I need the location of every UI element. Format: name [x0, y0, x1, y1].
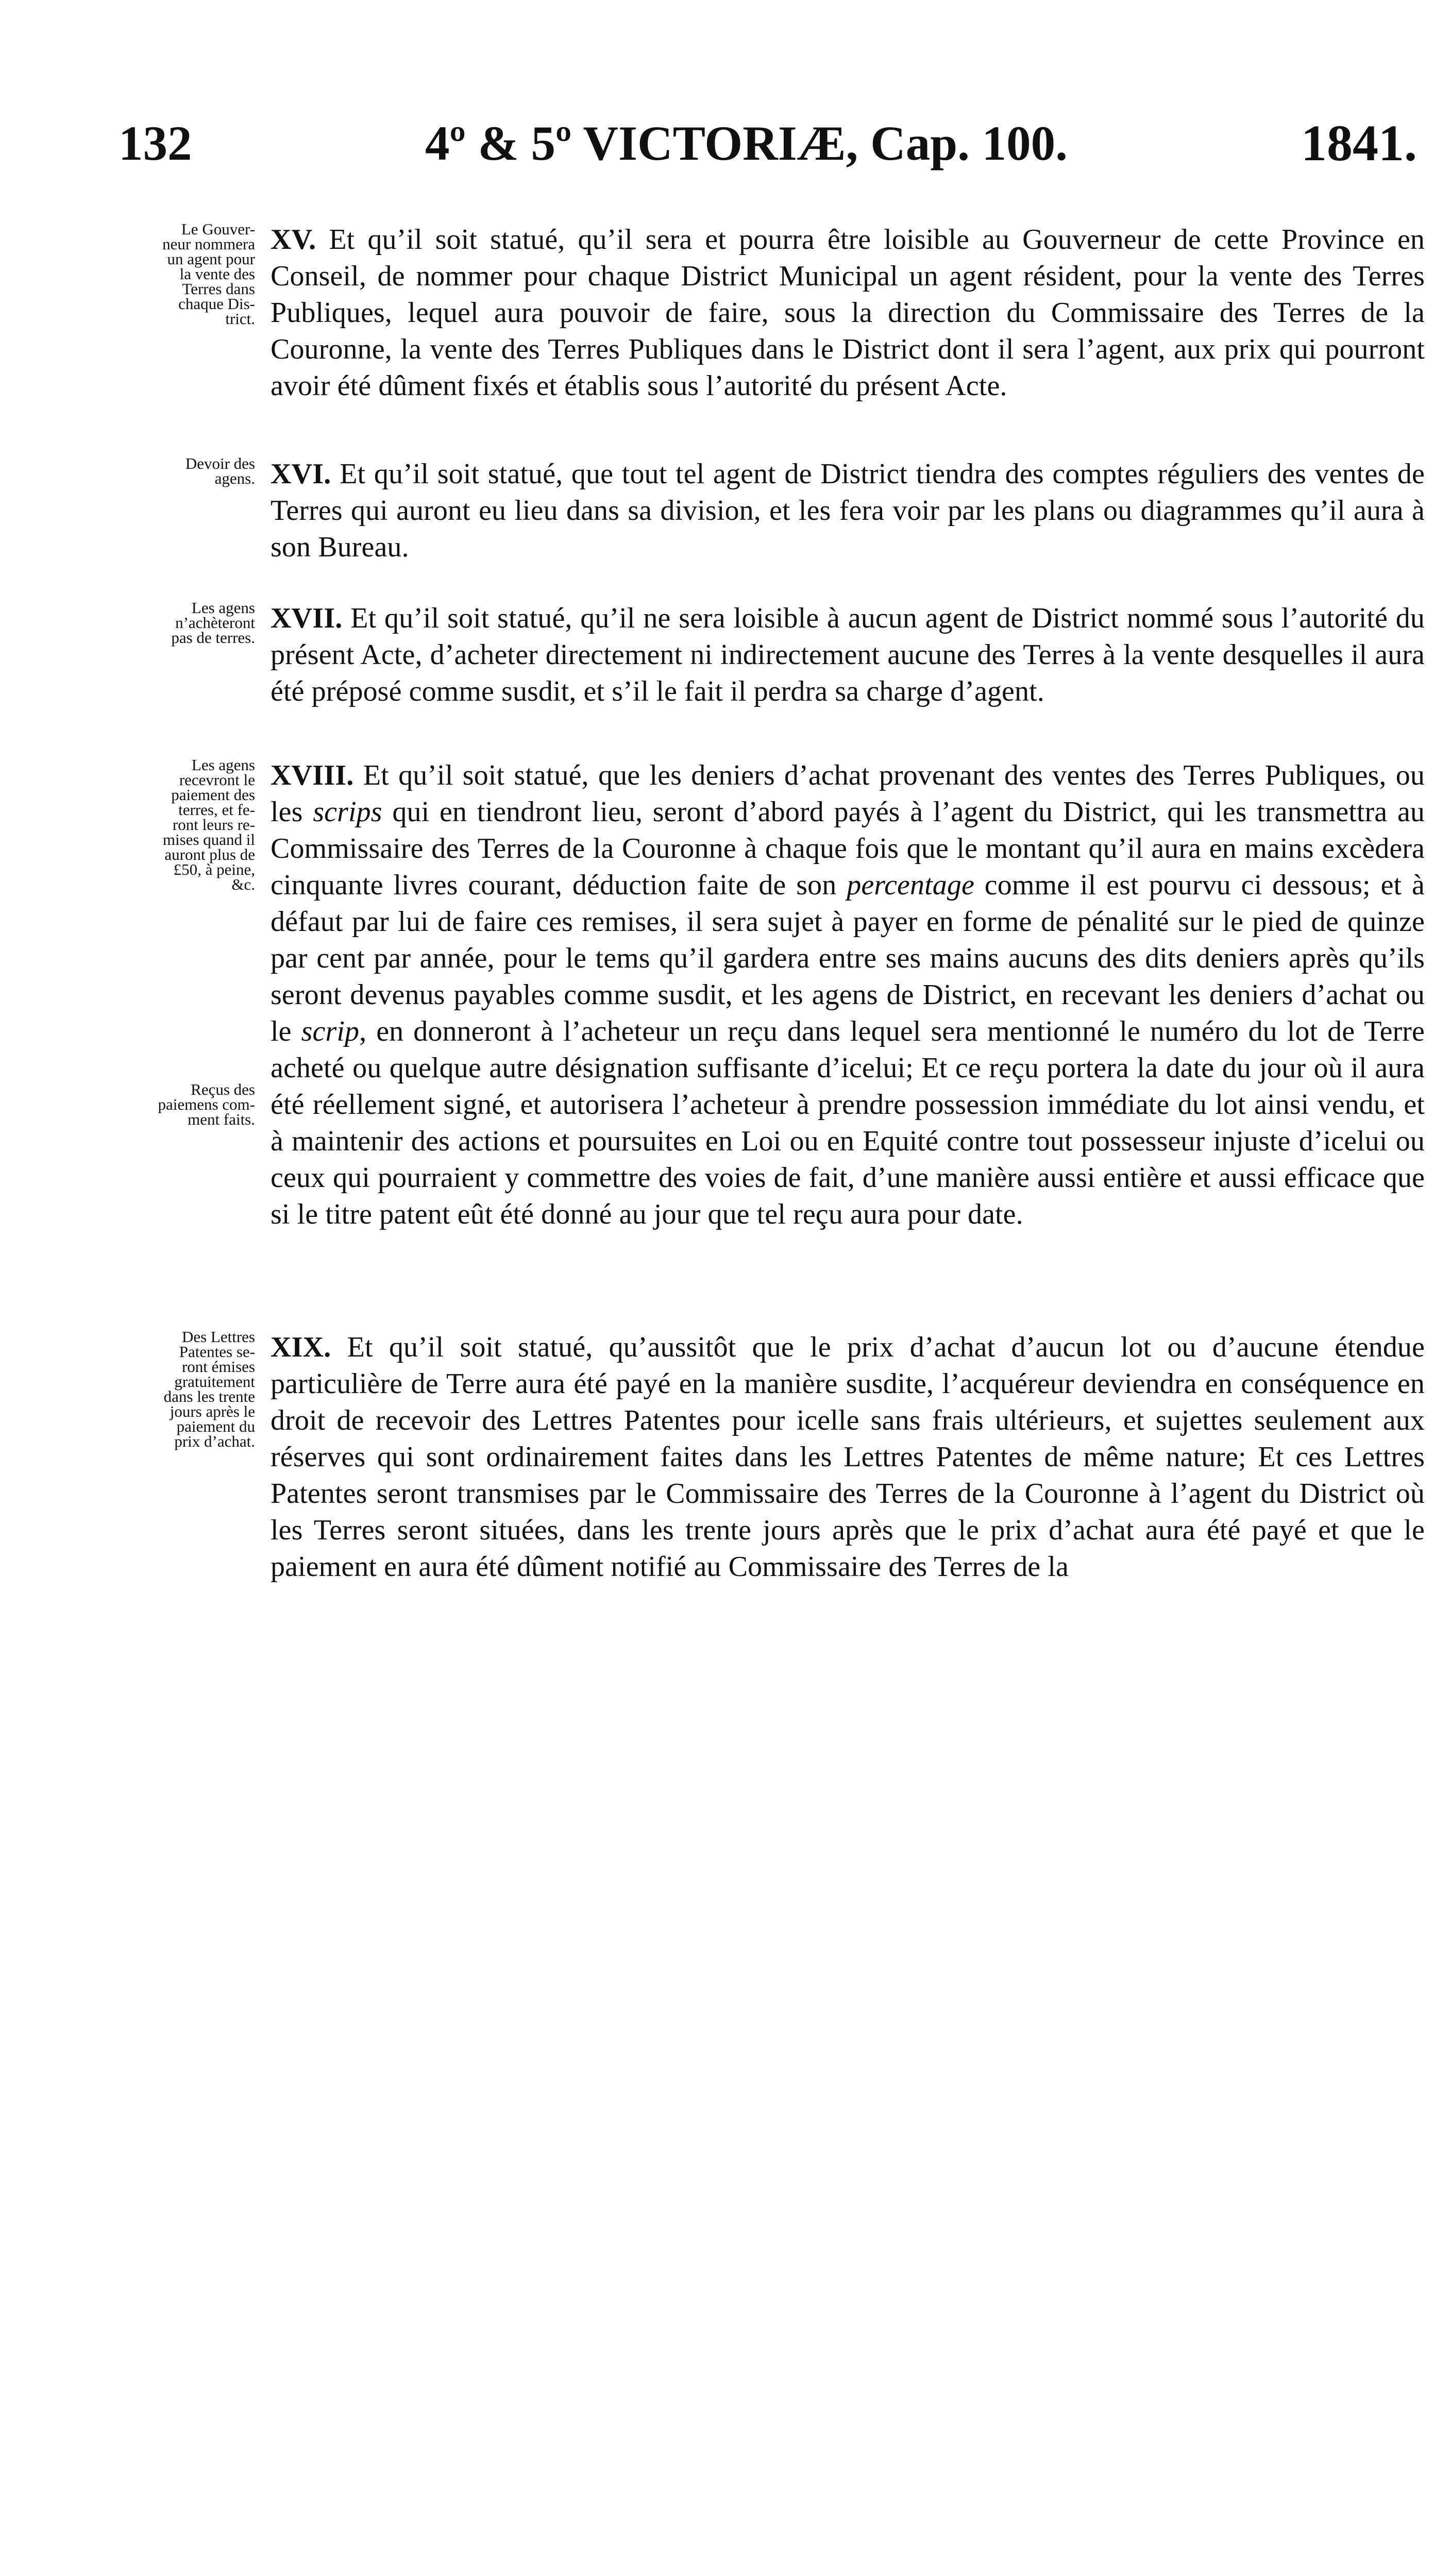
section-body-xviii-part-3: comme il est pourvu ci dessous; et à défaut par lui de faire ces remises, il sera sujet à payer en forme de pénalité sur le pied de quinze par cent par année, pour le tems qu’il gardera entre ses mains aucuns des dits deniers après qu’ils seront devenus payables comme susdit, et les agens de District, en recevant les deniers d’achat ou le [271, 869, 1425, 1047]
page-number: 132 [119, 116, 192, 171]
section-label-xvi: XVI. [271, 458, 331, 490]
section-body-xviii-part-4: , en donneront à l’acheteur un reçu dans lequel sera mentionné le numéro du lot de Terre acheté ou quelque autre désignation suffisante d’icelui; Et ce reçu portera la date du jour où il aura été réellement signé, et autorisera l’acheteur à prendre possession immédiate du lot ainsi vendu, et à maintenir des actions et poursuites en Loi ou en Equité contre tout possesseur injuste d’icelui ou ceux qui pourraient y commettre des voies de fait, d’une manière aussi entière et aussi efficace que si le titre patent eût été donné au jour que tel reçu aura pour date. [271, 1015, 1425, 1230]
statute-title: 4º & 5º VICTORIÆ, Cap. 100. [425, 116, 1068, 171]
page-header [119, 112, 1417, 190]
italic-scrip: scrip [301, 1015, 360, 1047]
section-label-xviii: XVIII. [271, 759, 354, 791]
section-body-xix: Et qu’il soit statué, qu’aussitôt que le prix d’achat d’aucun lot ou d’aucune étendue particulière de Terre aura été payé en la manière susdite, l’acquéreur deviendra en conséquence en droit de recevoir des Lettres Patentes pour icelle sans frais ultérieurs, et sujettes seulement aux réserves qui sont ordinairement faites dans les Lettres Patentes de même nature; Et ces Lettres Patentes seront transmises par le Commissaire des Terres de la Couronne à l’agent du District où les Terres seront situées, dans les trente jours après que le prix d’achat aura été payé et que le paiement en aura été dûment notifié au Commissaire des Terres de la [271, 1331, 1425, 1583]
margin-note-xv: Le Gouver- neur nommera un agent pour la vente des Terres dans chaque Dis- trict. [162, 220, 255, 328]
year: 1841. [1301, 114, 1417, 172]
section-text-xviii [271, 757, 1425, 1233]
section-body-xviii-part-2: qui en tiendront lieu, seront d’abord payés à l’agent du District, qui les transmettra au Commissaire des Terres de la Couronne à chaque fois que le montant qu’il aura en mains excèdera cinquante livres courant, déduction faite de son [271, 796, 1425, 901]
section-text-xvi [271, 456, 1425, 566]
section-text-xv [271, 222, 1425, 404]
italic-scrips: scrips [313, 796, 382, 828]
section-body-xvii: Et qu’il soit statué, qu’il ne sera loisible à aucun agent de District nommé sous l’autorité du présent Acte, d’acheter directement ni indirectement aucune des Terres à la vente desquelles il aura été préposé comme susdit, et s’il le fait il perdra sa charge d’agent. [271, 602, 1425, 707]
section-text-xvii [271, 600, 1425, 710]
section-body-xv: Et qu’il soit statué, qu’il sera et pourra être loisible au Gouverneur de cette Province en Conseil, de nommer pour chaque District Municipal un agent résident, pour la vente des Terres Publiques, lequel aura pouvoir de faire, sous la direction du Commissaire des Terres de la Couronne, la vente des Terres Publiques dans le District dont il sera l’agent, aux prix qui pourront avoir été dûment fixés et établis sous l’autorité du présent Acte. [271, 224, 1425, 402]
margin-note-receipts: Reçus des paiemens com- ment faits. [158, 1080, 255, 1128]
margin-note-xviii: Les agens recevront le paiement des terres, et fe- ront leurs re- mises quand il auront plus de £50, à peine, &c. [162, 756, 255, 893]
italic-percentage: percentage [847, 869, 974, 901]
margin-note-xvii: Les agens n’achèteront pas de terres. [171, 599, 255, 647]
section-body-xvi: Et qu’il soit statué, que tout tel agent de District tiendra des comptes réguliers des ventes de Terres qui auront eu lieu dans sa division, et les fera voir par les plans ou diagrammes qu’il aura à son Bureau. [271, 458, 1425, 563]
margin-note-xix: Des Lettres Patentes se- ront émises gratuitement dans les trente jours après le paiement du prix d’achat. [163, 1328, 255, 1450]
section-body-xviii-part-1: Et qu’il soit statué, que les deniers d’achat provenant des ventes des Terres Publiques, ou les [271, 759, 1425, 828]
section-label-xix: XIX. [271, 1331, 331, 1363]
margin-note-xvi: Devoir des agens. [185, 454, 255, 487]
section-label-xvii: XVII. [271, 602, 343, 634]
section-text-xix [271, 1329, 1425, 1585]
section-label-xv: XV. [271, 224, 316, 256]
